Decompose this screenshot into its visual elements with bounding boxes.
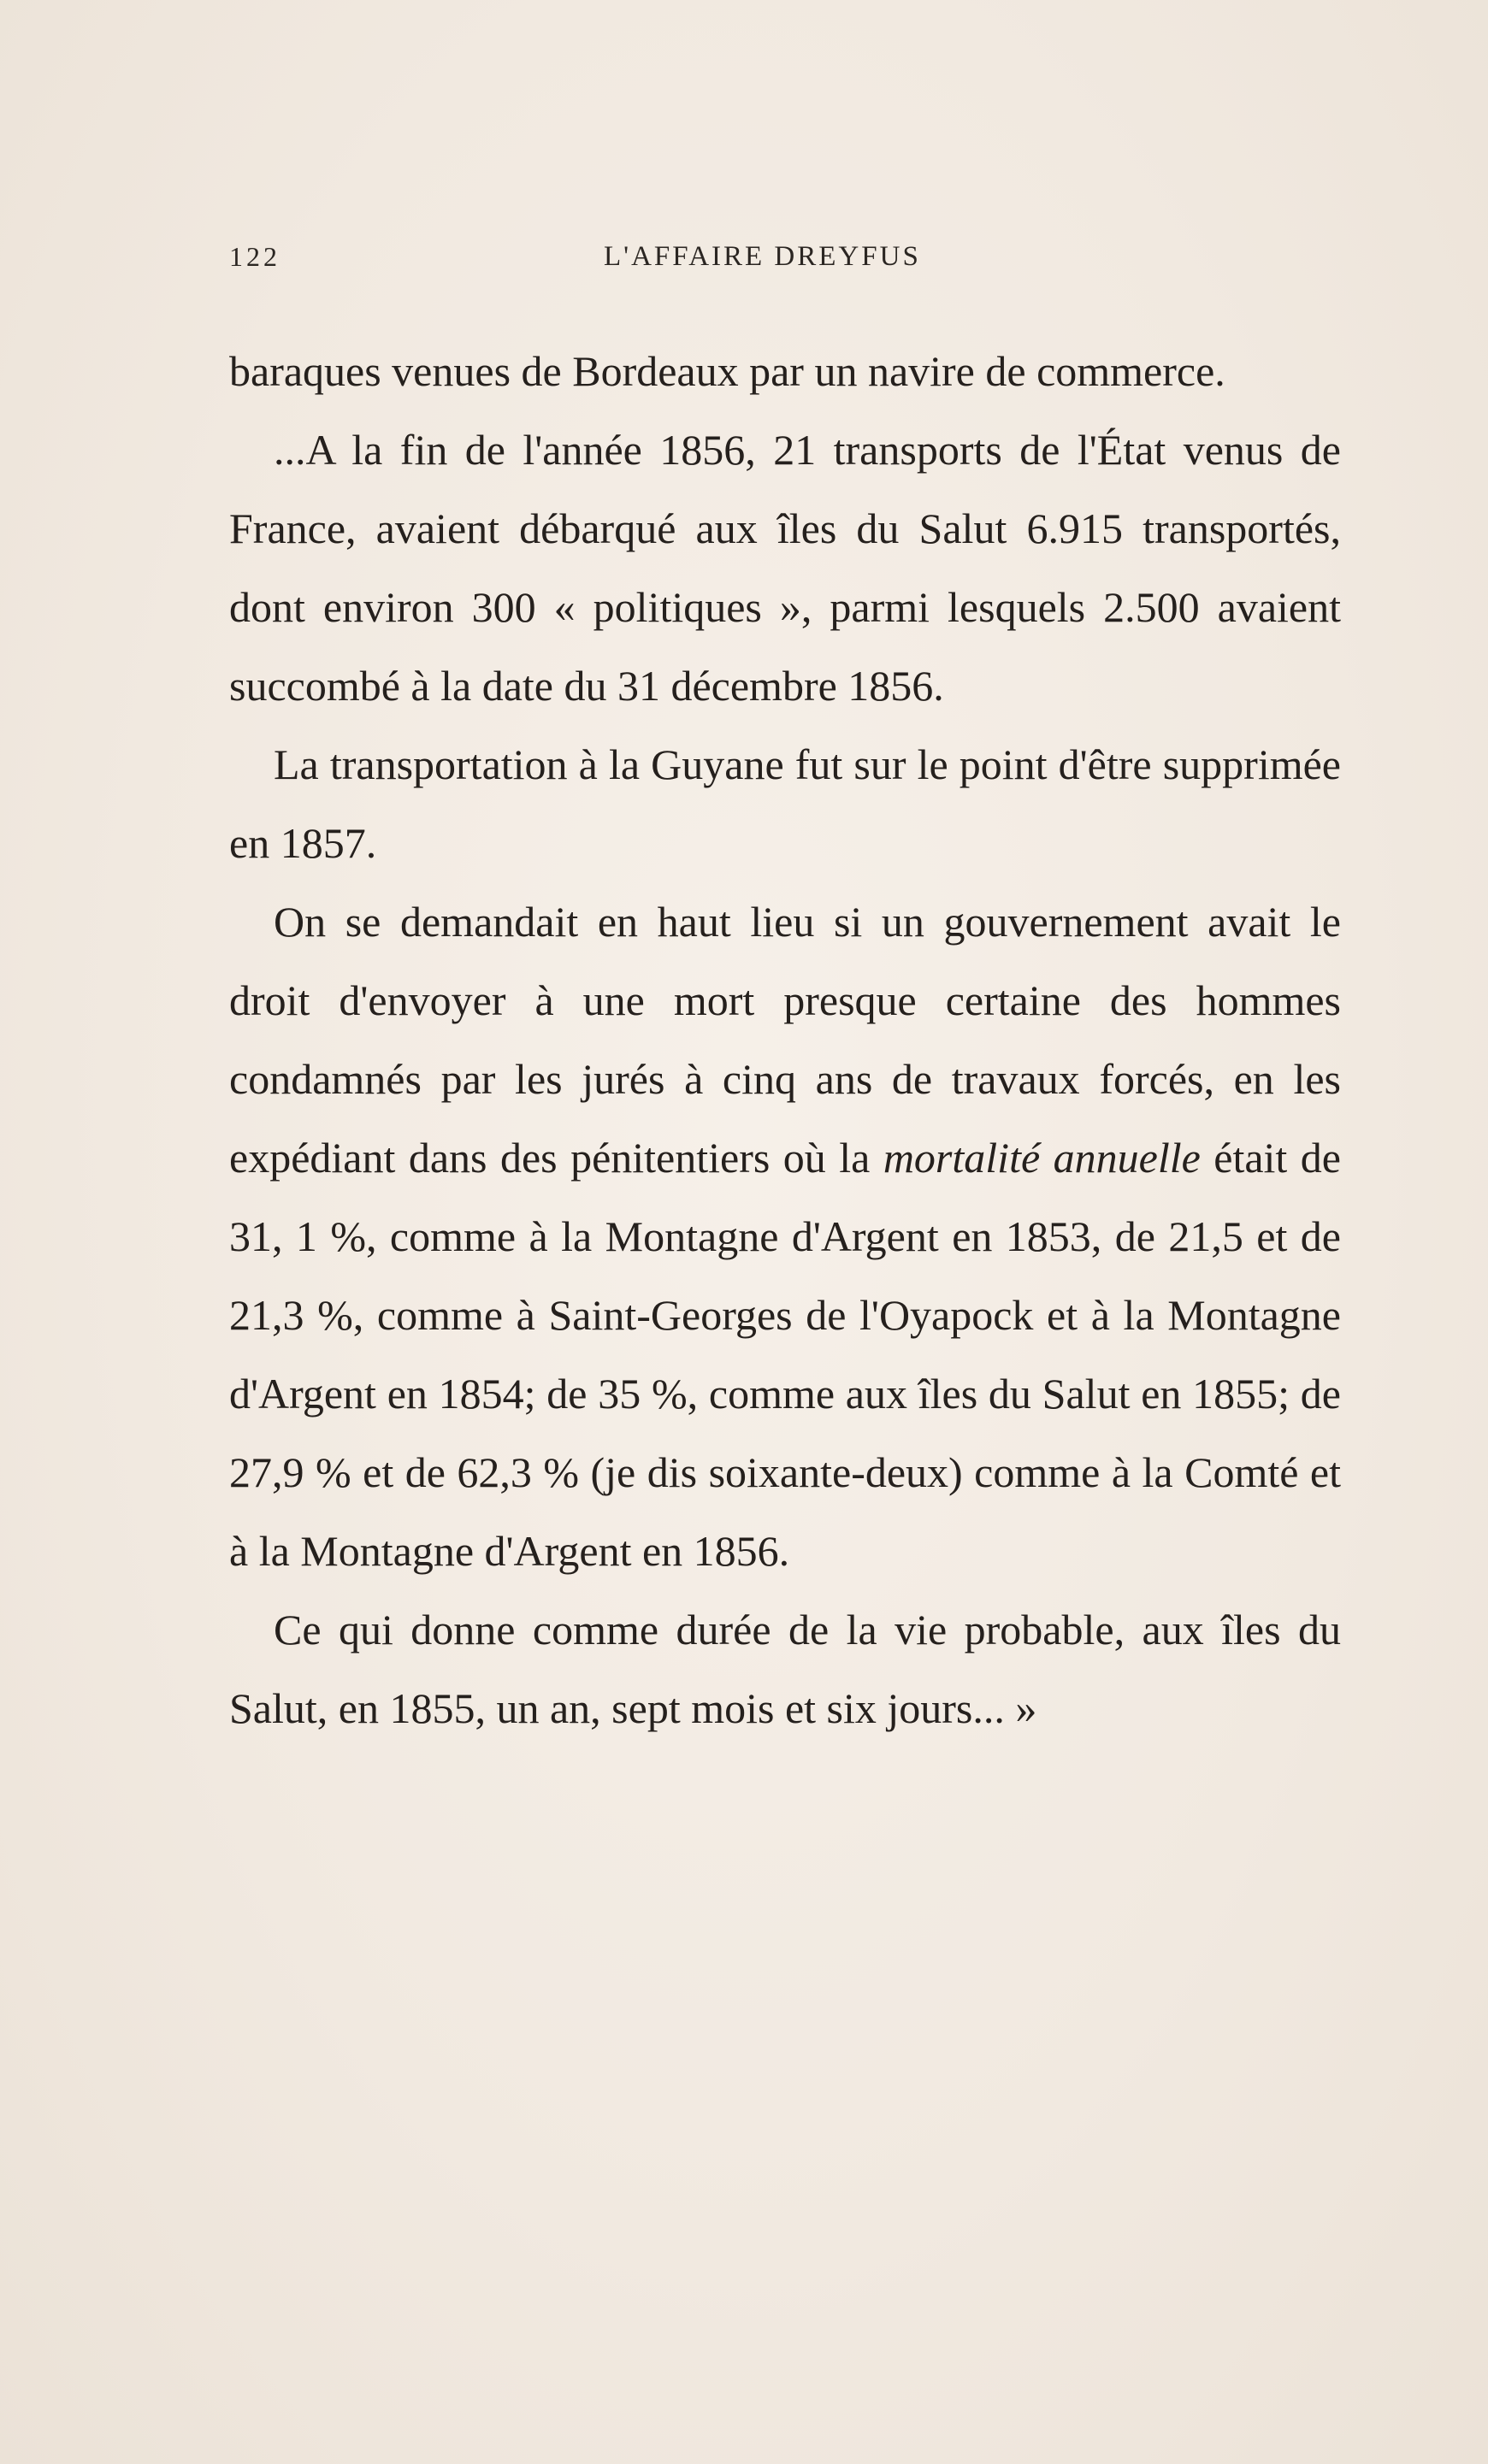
paragraph-3: La transportation à la Guyane fut sur le point d'être supprimée en 1857. bbox=[229, 740, 1341, 867]
paragraph-4 bbox=[229, 882, 1341, 1590]
paragraph-5: Ce qui donne comme durée de la vie probable, aux îles du Salut, en 1855, un an, sept mois et six jours... » bbox=[229, 1606, 1341, 1732]
paragraph-2: ...A la fin de l'année 1856, 21 transports de l'État venus de France, avaient débarqué aux îles du Salut 6.915 transportés, dont environ 300 « politiques », parmi lesquels 2.500 avaient succombé à la date du 31 décembre 1856. bbox=[229, 426, 1341, 710]
paragraph-1: baraques venues de Bordeaux par un navire de commerce. bbox=[229, 347, 1225, 395]
emphasis-mortalite-annuelle: mortalité annuelle bbox=[883, 1134, 1201, 1182]
body-text bbox=[229, 332, 1341, 1748]
page-header bbox=[229, 241, 1341, 284]
paragraph-4-part-1: On se demandait en haut lieu si un gouvernement avait le droit d'envoyer à une mort presque certaine des hommes condamnés par les jurés à cinq ans de travaux forcés, en les expédiant dans des pénitentiers où la bbox=[229, 898, 1341, 1182]
paragraph-4-part-2: était de 31, 1 %, comme à la Montagne d'Argent en 1853, de 21,5 et de 21,3 %, comme à Saint-Georges de l'Oyapock et à la Montagne d'Argent en 1854; de 35 %, comme aux îles du Salut en 1855; de 27,9 % et de 62,3 % (je dis soixante-deux) comme à la Comté et à la Montagne d'Argent en 1856. bbox=[229, 1134, 1341, 1575]
running-title: L'AFFAIRE DREYFUS bbox=[604, 241, 921, 272]
page-number: 122 bbox=[229, 241, 280, 272]
